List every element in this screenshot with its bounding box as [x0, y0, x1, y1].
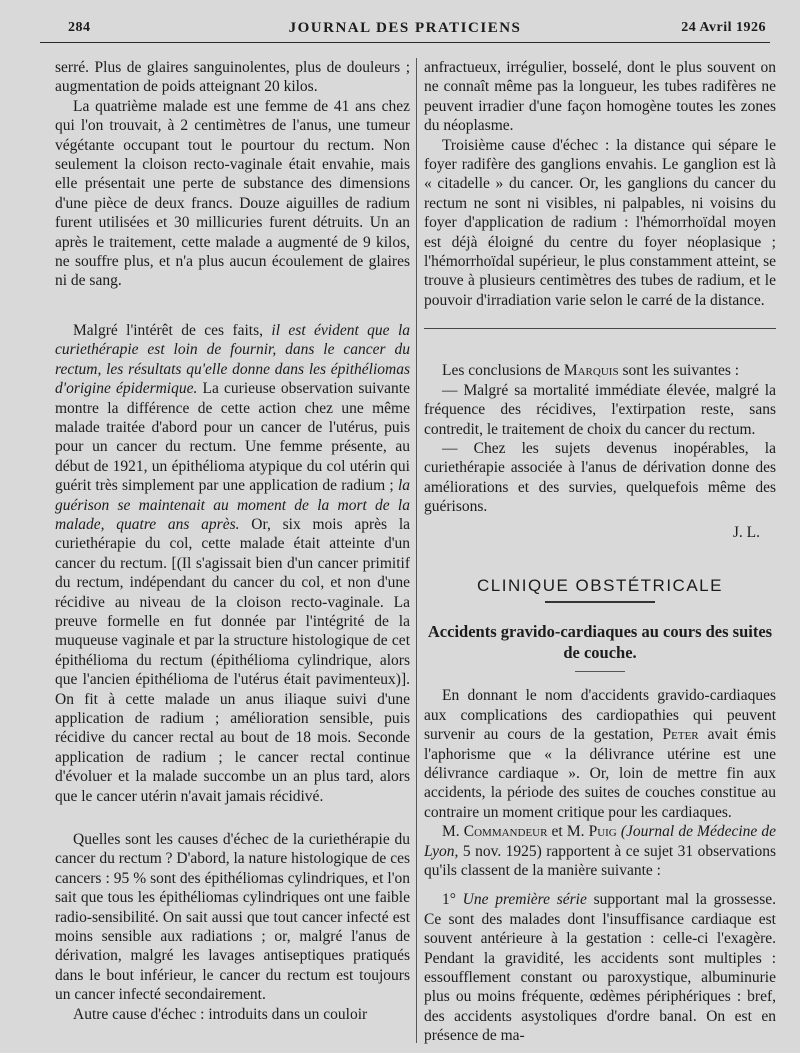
signature: J. L. — [732, 523, 760, 541]
author-name: Puig — [588, 823, 617, 841]
paragraph — [424, 686, 776, 822]
column-divider — [416, 58, 417, 1043]
paragraph — [55, 321, 410, 806]
left-column — [55, 58, 410, 1024]
paragraph — [424, 822, 776, 880]
text-run: et M. — [551, 823, 585, 841]
emphasis: il est évident que la curiethérapie est loin de fournir, dans le cancer du rectum, les résultats qu'elle donne dans les épithéliomas d'origine épidermique. — [55, 321, 410, 398]
paragraph — [424, 361, 776, 380]
article-title: Accidents gravido-cardiaques au cours des suites de couche. — [427, 622, 773, 663]
title-rule — [575, 671, 625, 672]
emphasis: la guérison se maintenait au moment de la mort de la malade, quatre ans après. — [55, 477, 410, 533]
paragraph: serré. Plus de glaires sanguinolentes, plus de douleurs ; augmentation de poids atteignant 20 kilos. — [55, 59, 410, 96]
paragraph: — Chez les sujets devenus inopérables, la curiethérapie associée à l'anus de dérivation donne des améliorations et des survies, quelquefois même des guérisons. — [424, 439, 776, 516]
paragraph: anfractueux, irrégulier, bosselé, dont le plus souvent on ne connaît même pas la longueur, les tubes radifères ne peuvent irradier d'une façon homogène toutes les zones du néoplasme. — [424, 59, 776, 135]
section-title: CLINIQUE OBSTÉTRICALE — [477, 575, 723, 595]
paragraph: Troisième cause d'échec : la distance qui sépare le foyer radifère des ganglions envahis. Le ganglion est là « citadelle » du cancer. Or, les ganglions du cancer du rectum ne sont ni visibles, ni palpables, ni voisins du foyer d'application de radium : l'hémorrhoïdal moyen est déjà éloigné du centre du foyer néoplasique ; l'hémorrhoïdal supérieur, le plus constamment atteint, se trouve à plusieurs centimètres des tubes de radium, et le pouvoir d'irradiation varie selon le carré de la distance. — [424, 136, 776, 309]
text-run: avait émis l'aphorisme que « la délivrance utérine est une délivrance cardiaque ». Or, loin de mettre fin aux accidents, la période des suites de couches constitue au contraire un moment critique pour les cardiaques. — [424, 726, 776, 821]
paragraph — [424, 890, 776, 1045]
text-run: M. — [442, 823, 460, 841]
journal-title: JOURNAL DES PRATICIENS — [288, 20, 522, 36]
paragraph: Autre cause d'échec : introduits dans un couloir — [73, 1005, 368, 1023]
paragraph: Quelles sont les causes d'échec de la curiethérapie du cancer du rectum ? D'abord, la nature histologique de ces cancers : 95 % sont des épithéliomas cylindriques, et l'on sait que tous les épithéliomas cylindriques ont une faible radio-sensibilité. On sait aussi que tout cancer infecté est moins sensible aux radiations ; or, malgré l'anus de dérivation, malgré les lavages antiseptiques pratiqués dans le bout inférieur, le cancer du rectum est toujours un cancer infecté secondairement. — [55, 831, 410, 1004]
author-name: Commandeur — [463, 823, 548, 841]
paragraph: La quatrième malade est une femme de 41 ans chez qui l'on trouvait, à 2 centimètres de l'anus, une tumeur végétante occupant tout le pourtour du rectum. Non seulement la cloison recto-vaginale était envahie, mais elle présentait une perte de substance des dimensions d'une pièce de deux francs. Douze aiguilles de radium furent utilisées et 30 millicuries furent détruits. Un an après le traitement, cette malade a augmenté de 9 kilos, ne souffre plus, et n'a plus aucun écoulement de glaires ni de sang. — [55, 97, 410, 290]
section-rule — [545, 601, 655, 603]
paragraph: — Malgré sa mortalité immédiate élevée, malgré la fréquence des récidives, l'extirpation reste, sans contredit, le traitement de choix du cancer du rectum. — [424, 381, 776, 438]
issue-date: 24 Avril 1926 — [681, 20, 766, 35]
page-number: 284 — [68, 20, 91, 35]
text-run: 5 nov. 1925) rapportent à ce sujet 31 observations qu'ils classent de la manière suivante : — [424, 842, 776, 879]
emphasis: (Journal de Médecine de Lyon, — [424, 823, 776, 860]
text-run: sont les suivantes : — [622, 362, 740, 380]
text-run: Les conclusions de — [442, 362, 560, 380]
text-run: La curieuse observation suivante montre la différence de cette action chez une même malade traitée d'abord pour un cancer de l'utérus, puis pour un cancer du rectum. Une femme présente, au début de 1921, un épithélioma atypique du col utérin qui guérit très simplement par une application de radium ; — [55, 380, 410, 495]
author-name: Peter — [662, 726, 699, 744]
text-run: 1° — [442, 891, 456, 909]
author-name: Marquis — [563, 362, 619, 380]
text-run: supportant mal la grossesse. Ce sont des malades dont l'insuffisance cardiaque est souvent antérieure à la gestation : celle-ci l'exagère. Pendant la gravidité, les accidents sont multiples : essoufflement constant ou paroxystique, albuminurie plus ou moins fréquente, œdèmes périphériques : bref, des accidents asystoliques d'ordre banal. On est en présence de ma- — [424, 891, 776, 1045]
emphasis: Une première série — [462, 891, 587, 909]
page-header — [40, 18, 770, 43]
right-column — [424, 58, 776, 1046]
text-run: Malgré l'intérêt de ces faits, — [73, 321, 263, 339]
text-run: Or, six mois après la curiethérapie du col, cette malade était atteinte d'un cancer du rectum. [(Il s'agissait bien d'un cancer primitif du rectum, indépendant du cancer du col, et non d'une récidive au niveau de la cloison recto-vaginale. La preuve formelle en fut donnée par l'intégrité de la muqueuse vaginale et par la structure histologique de cet épithélioma du rectum (épithélioma cylindrique, alors que l'ancien épithélioma de l'utérus était pavimenteux)]. On fit à cette malade un anus iliaque suivi d'une application de radium ; amélioration sensible, puis récidive du cancer rectal au bout de 18 mois. Seconde application de radium ; le cancer rectal continue d'évoluer et la malade succombe un an plus tard, alors que le cancer utérin n'avait jamais récidivé. — [55, 515, 410, 805]
text-run: En donnant le nom d'accidents gravido-cardiaques aux complications des cardiopathies qui peuvent survenir au cours de la gestation, — [424, 687, 776, 744]
